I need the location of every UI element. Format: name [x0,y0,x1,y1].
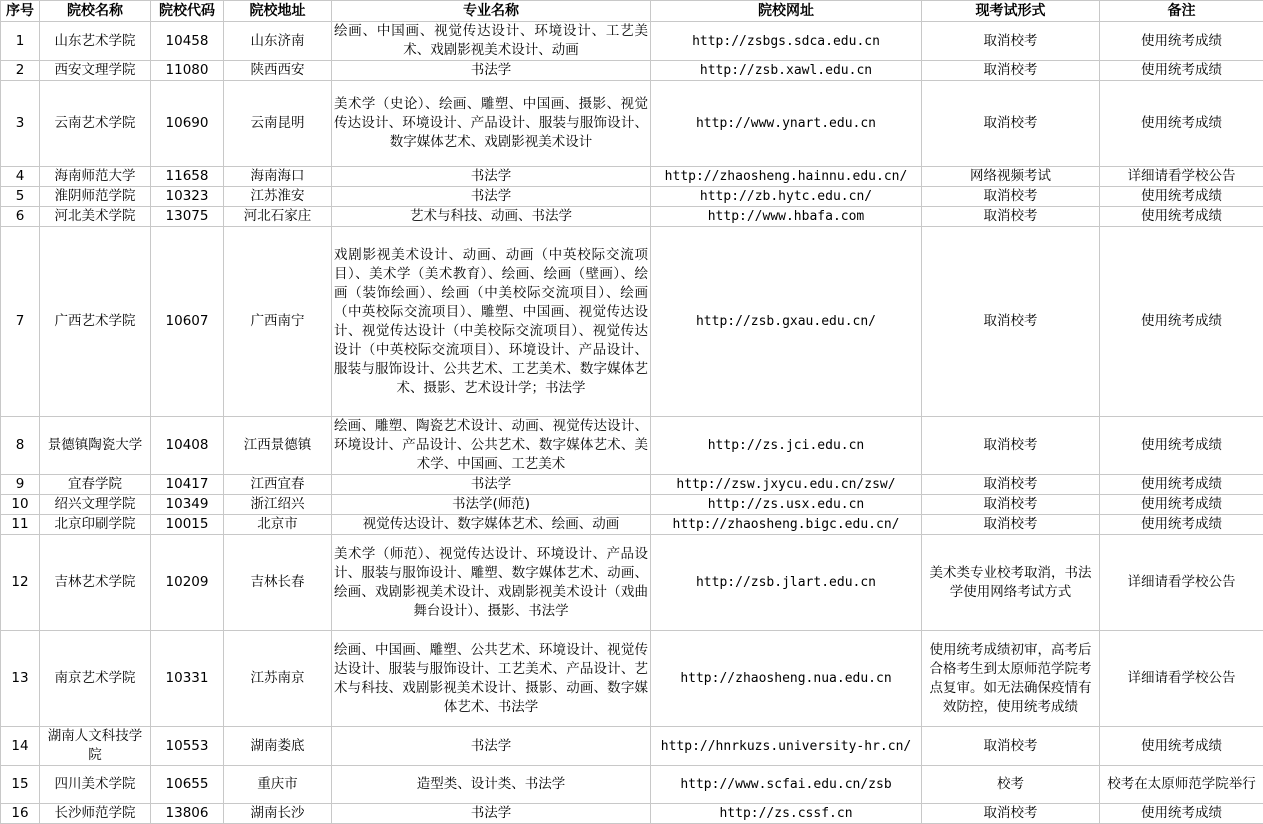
major-names: 美术学（史论）、绘画、雕塑、中国画、摄影、视觉传达设计、环境设计、产品设计、服装与服饰设计、数字媒体艺术、戏剧影视美术设计 [332,81,651,167]
college-code: 10417 [151,475,224,495]
major-names: 绘画、中国画、视觉传达设计、环境设计、工艺美术、戏剧影视美术设计、动画 [332,22,651,61]
college-code: 10209 [151,535,224,631]
row-number: 9 [1,475,40,495]
college-code: 10015 [151,515,224,535]
exam-form: 取消校考 [922,61,1100,81]
note: 使用统考成绩 [1100,727,1263,766]
college-code: 10408 [151,417,224,475]
college-address: 吉林长春 [224,535,332,631]
college-url: http://zs.cssf.cn [651,804,922,824]
college-url: http://zs.jci.edu.cn [651,417,922,475]
college-name: 吉林艺术学院 [40,535,151,631]
college-address: 江西景德镇 [224,417,332,475]
major-names: 书法学 [332,167,651,187]
college-name: 四川美术学院 [40,766,151,804]
table-row [1,187,1263,207]
header-row [1,1,1263,22]
note: 使用统考成绩 [1100,61,1263,81]
header-url: 院校网址 [651,1,922,22]
college-name: 云南艺术学院 [40,81,151,167]
header-name: 院校名称 [40,1,151,22]
college-address: 云南昆明 [224,81,332,167]
college-code: 10331 [151,631,224,727]
row-number: 16 [1,804,40,824]
college-code: 10690 [151,81,224,167]
college-address: 湖南娄底 [224,727,332,766]
college-address: 湖南长沙 [224,804,332,824]
note: 详细请看学校公告 [1100,535,1263,631]
major-names: 视觉传达设计、数字媒体艺术、绘画、动画 [332,515,651,535]
row-number: 11 [1,515,40,535]
college-code: 10553 [151,727,224,766]
header-address: 院校地址 [224,1,332,22]
college-name: 河北美术学院 [40,207,151,227]
college-code: 10323 [151,187,224,207]
college-name: 淮阴师范学院 [40,187,151,207]
note: 使用统考成绩 [1100,495,1263,515]
table-row [1,766,1263,804]
college-address: 北京市 [224,515,332,535]
college-name: 景德镇陶瓷大学 [40,417,151,475]
table-row [1,535,1263,631]
note: 校考在太原师范学院举行 [1100,766,1263,804]
table-row [1,417,1263,475]
college-name: 西安文理学院 [40,61,151,81]
major-names: 书法学 [332,475,651,495]
note: 使用统考成绩 [1100,187,1263,207]
note: 使用统考成绩 [1100,227,1263,417]
row-number: 2 [1,61,40,81]
college-url: http://zs.usx.edu.cn [651,495,922,515]
note: 使用统考成绩 [1100,22,1263,61]
college-address: 山东济南 [224,22,332,61]
college-url: http://zhaosheng.hainnu.edu.cn/ [651,167,922,187]
college-address: 广西南宁 [224,227,332,417]
college-url: http://zsbgs.sdca.edu.cn [651,22,922,61]
college-code: 11080 [151,61,224,81]
note: 详细请看学校公告 [1100,167,1263,187]
table-row [1,804,1263,824]
row-number: 4 [1,167,40,187]
college-url: http://zb.hytc.edu.cn/ [651,187,922,207]
major-names: 绘画、雕塑、陶瓷艺术设计、动画、视觉传达设计、环境设计、产品设计、公共艺术、数字媒体艺术、美术学、中国画、工艺美术 [332,417,651,475]
exam-form: 网络视频考试 [922,167,1100,187]
row-number: 8 [1,417,40,475]
college-code: 10655 [151,766,224,804]
college-code: 10349 [151,495,224,515]
exam-form: 取消校考 [922,475,1100,495]
college-name: 湖南人文科技学院 [40,727,151,766]
exam-form: 使用统考成绩初审，高考后合格考生到太原师范学院考点复审。如无法确保疫情有效防控，使用统考成绩 [922,631,1100,727]
note: 使用统考成绩 [1100,207,1263,227]
college-code: 10607 [151,227,224,417]
exam-form: 取消校考 [922,187,1100,207]
college-url: http://www.scfai.edu.cn/zsb [651,766,922,804]
table-row [1,61,1263,81]
row-number: 7 [1,227,40,417]
major-names: 书法学 [332,187,651,207]
college-address: 江西宜春 [224,475,332,495]
college-address: 浙江绍兴 [224,495,332,515]
exam-form: 取消校考 [922,207,1100,227]
major-names: 艺术与科技、动画、书法学 [332,207,651,227]
note: 使用统考成绩 [1100,804,1263,824]
college-name: 北京印刷学院 [40,515,151,535]
row-number: 5 [1,187,40,207]
college-address: 重庆市 [224,766,332,804]
exam-form: 取消校考 [922,515,1100,535]
table-row [1,631,1263,727]
table-row [1,727,1263,766]
college-code: 13075 [151,207,224,227]
exam-form: 取消校考 [922,727,1100,766]
note: 使用统考成绩 [1100,81,1263,167]
header-note: 备注 [1100,1,1263,22]
college-address: 陕西西安 [224,61,332,81]
college-name: 南京艺术学院 [40,631,151,727]
row-number: 3 [1,81,40,167]
table-row [1,207,1263,227]
college-url: http://zsb.jlart.edu.cn [651,535,922,631]
college-address: 海南海口 [224,167,332,187]
major-names: 书法学 [332,804,651,824]
college-url: http://zsw.jxycu.edu.cn/zsw/ [651,475,922,495]
college-url: http://zsb.xawl.edu.cn [651,61,922,81]
college-url: http://www.hbafa.com [651,207,922,227]
table-row [1,81,1263,167]
note: 详细请看学校公告 [1100,631,1263,727]
major-names: 书法学 [332,61,651,81]
exam-form: 取消校考 [922,81,1100,167]
note: 使用统考成绩 [1100,515,1263,535]
table-row [1,22,1263,61]
college-url: http://hnrkuzs.university-hr.cn/ [651,727,922,766]
college-code: 10458 [151,22,224,61]
table-row [1,167,1263,187]
major-names: 书法学(师范) [332,495,651,515]
college-code: 13806 [151,804,224,824]
college-code: 11658 [151,167,224,187]
college-name: 宜春学院 [40,475,151,495]
exam-form: 校考 [922,766,1100,804]
college-name: 广西艺术学院 [40,227,151,417]
college-name: 海南师范大学 [40,167,151,187]
exam-form: 美术类专业校考取消，书法学使用网络考试方式 [922,535,1100,631]
row-number: 1 [1,22,40,61]
table-row [1,475,1263,495]
major-names: 书法学 [332,727,651,766]
row-number: 12 [1,535,40,631]
college-address: 江苏南京 [224,631,332,727]
college-url: http://zhaosheng.nua.edu.cn [651,631,922,727]
major-names: 绘画、中国画、雕塑、公共艺术、环境设计、视觉传达设计、服装与服饰设计、工艺美术、产品设计、艺术与科技、戏剧影视美术设计、摄影、动画、数字媒体艺术、书法学 [332,631,651,727]
exam-form: 取消校考 [922,227,1100,417]
college-url: http://www.ynart.edu.cn [651,81,922,167]
header-majors: 专业名称 [332,1,651,22]
row-number: 13 [1,631,40,727]
note: 使用统考成绩 [1100,475,1263,495]
header-exam: 现考试形式 [922,1,1100,22]
header-no: 序号 [1,1,40,22]
row-number: 6 [1,207,40,227]
major-names: 戏剧影视美术设计、动画、动画（中英校际交流项目）、美术学（美术教育）、绘画、绘画（壁画）、绘画（装饰绘画）、绘画（中美校际交流项目）、绘画（中英校际交流项目）、雕塑、中国画、视觉传达设计、视觉传达设计（中美校际交流项目）、视觉传达设计（中英校际交流项目）、环境设计、产品设计、服装与服饰设计、公共艺术、工艺美术、数字媒体艺术、摄影、艺术设计学；书法学 [332,227,651,417]
major-names: 美术学（师范）、视觉传达设计、环境设计、产品设计、服装与服饰设计、雕塑、数字媒体艺术、动画、绘画、戏剧影视美术设计、戏剧影视美术设计（戏曲舞台设计）、摄影、书法学 [332,535,651,631]
college-name: 长沙师范学院 [40,804,151,824]
college-address: 河北石家庄 [224,207,332,227]
college-url: http://zhaosheng.bigc.edu.cn/ [651,515,922,535]
college-address: 江苏淮安 [224,187,332,207]
row-number: 10 [1,495,40,515]
header-code: 院校代码 [151,1,224,22]
college-name: 绍兴文理学院 [40,495,151,515]
college-name: 山东艺术学院 [40,22,151,61]
note: 使用统考成绩 [1100,417,1263,475]
table-row [1,495,1263,515]
row-number: 14 [1,727,40,766]
college-url: http://zsb.gxau.edu.cn/ [651,227,922,417]
table-row [1,227,1263,417]
table-row [1,515,1263,535]
exam-form: 取消校考 [922,22,1100,61]
exam-form: 取消校考 [922,804,1100,824]
exam-form: 取消校考 [922,417,1100,475]
row-number: 15 [1,766,40,804]
major-names: 造型类、设计类、书法学 [332,766,651,804]
exam-form: 取消校考 [922,495,1100,515]
